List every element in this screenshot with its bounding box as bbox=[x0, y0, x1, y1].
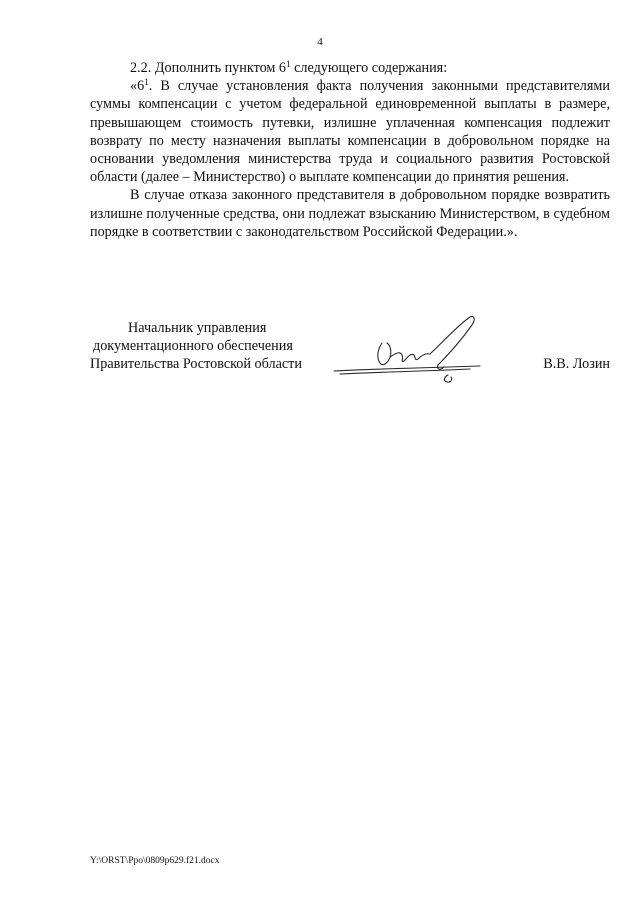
signatory-title-line-3: Правительства Ростовской области bbox=[90, 356, 302, 372]
paragraph-1-superscript: 1 bbox=[286, 59, 291, 69]
signatory-title-line-1: Начальник управления bbox=[128, 320, 267, 336]
footer-file-path: Y:\ORST\Ppo\0809p629.f21.docx bbox=[90, 856, 220, 866]
paragraph-2-text-end: . В случае установления факта получения законными представителями суммы компенсации с учетом федеральной единовременной выплаты в размере, превышающем стоимость путевки, излишне уплаченная компенсация подлежит возврату по месту назначения выплаты компенсации в добровольном порядке на основании уведомления министерства труда и социального развития Ростовской области (далее – Министерство) о выплате компенсации до принятия решения. bbox=[90, 78, 610, 186]
paragraph-compensation-refund bbox=[90, 77, 610, 186]
paragraph-2-superscript: 1 bbox=[144, 77, 149, 88]
document-body bbox=[90, 59, 610, 241]
paragraph-1-text-start: 2.2. Дополнить пунктом 6 bbox=[130, 60, 287, 76]
paragraph-1-text-end: следующего содержания: bbox=[290, 60, 448, 76]
page-number: 4 bbox=[317, 36, 323, 48]
handwritten-signature bbox=[330, 313, 490, 385]
paragraph-amendment-intro bbox=[90, 59, 610, 77]
signatory-name: В.В. Лозин bbox=[543, 356, 610, 372]
signature-block bbox=[90, 319, 610, 399]
paragraph-refusal-recovery: В случае отказа законного представителя в добровольном порядке возвратить излишне полученные средства, они подлежат взысканию Министерством, в судебном порядке в соответствии с законодательством Российской Федерации.». bbox=[90, 187, 610, 240]
paragraph-2-text-start: «6 bbox=[130, 78, 145, 95]
signatory-title-line-2: документационного обеспечения bbox=[93, 338, 293, 354]
